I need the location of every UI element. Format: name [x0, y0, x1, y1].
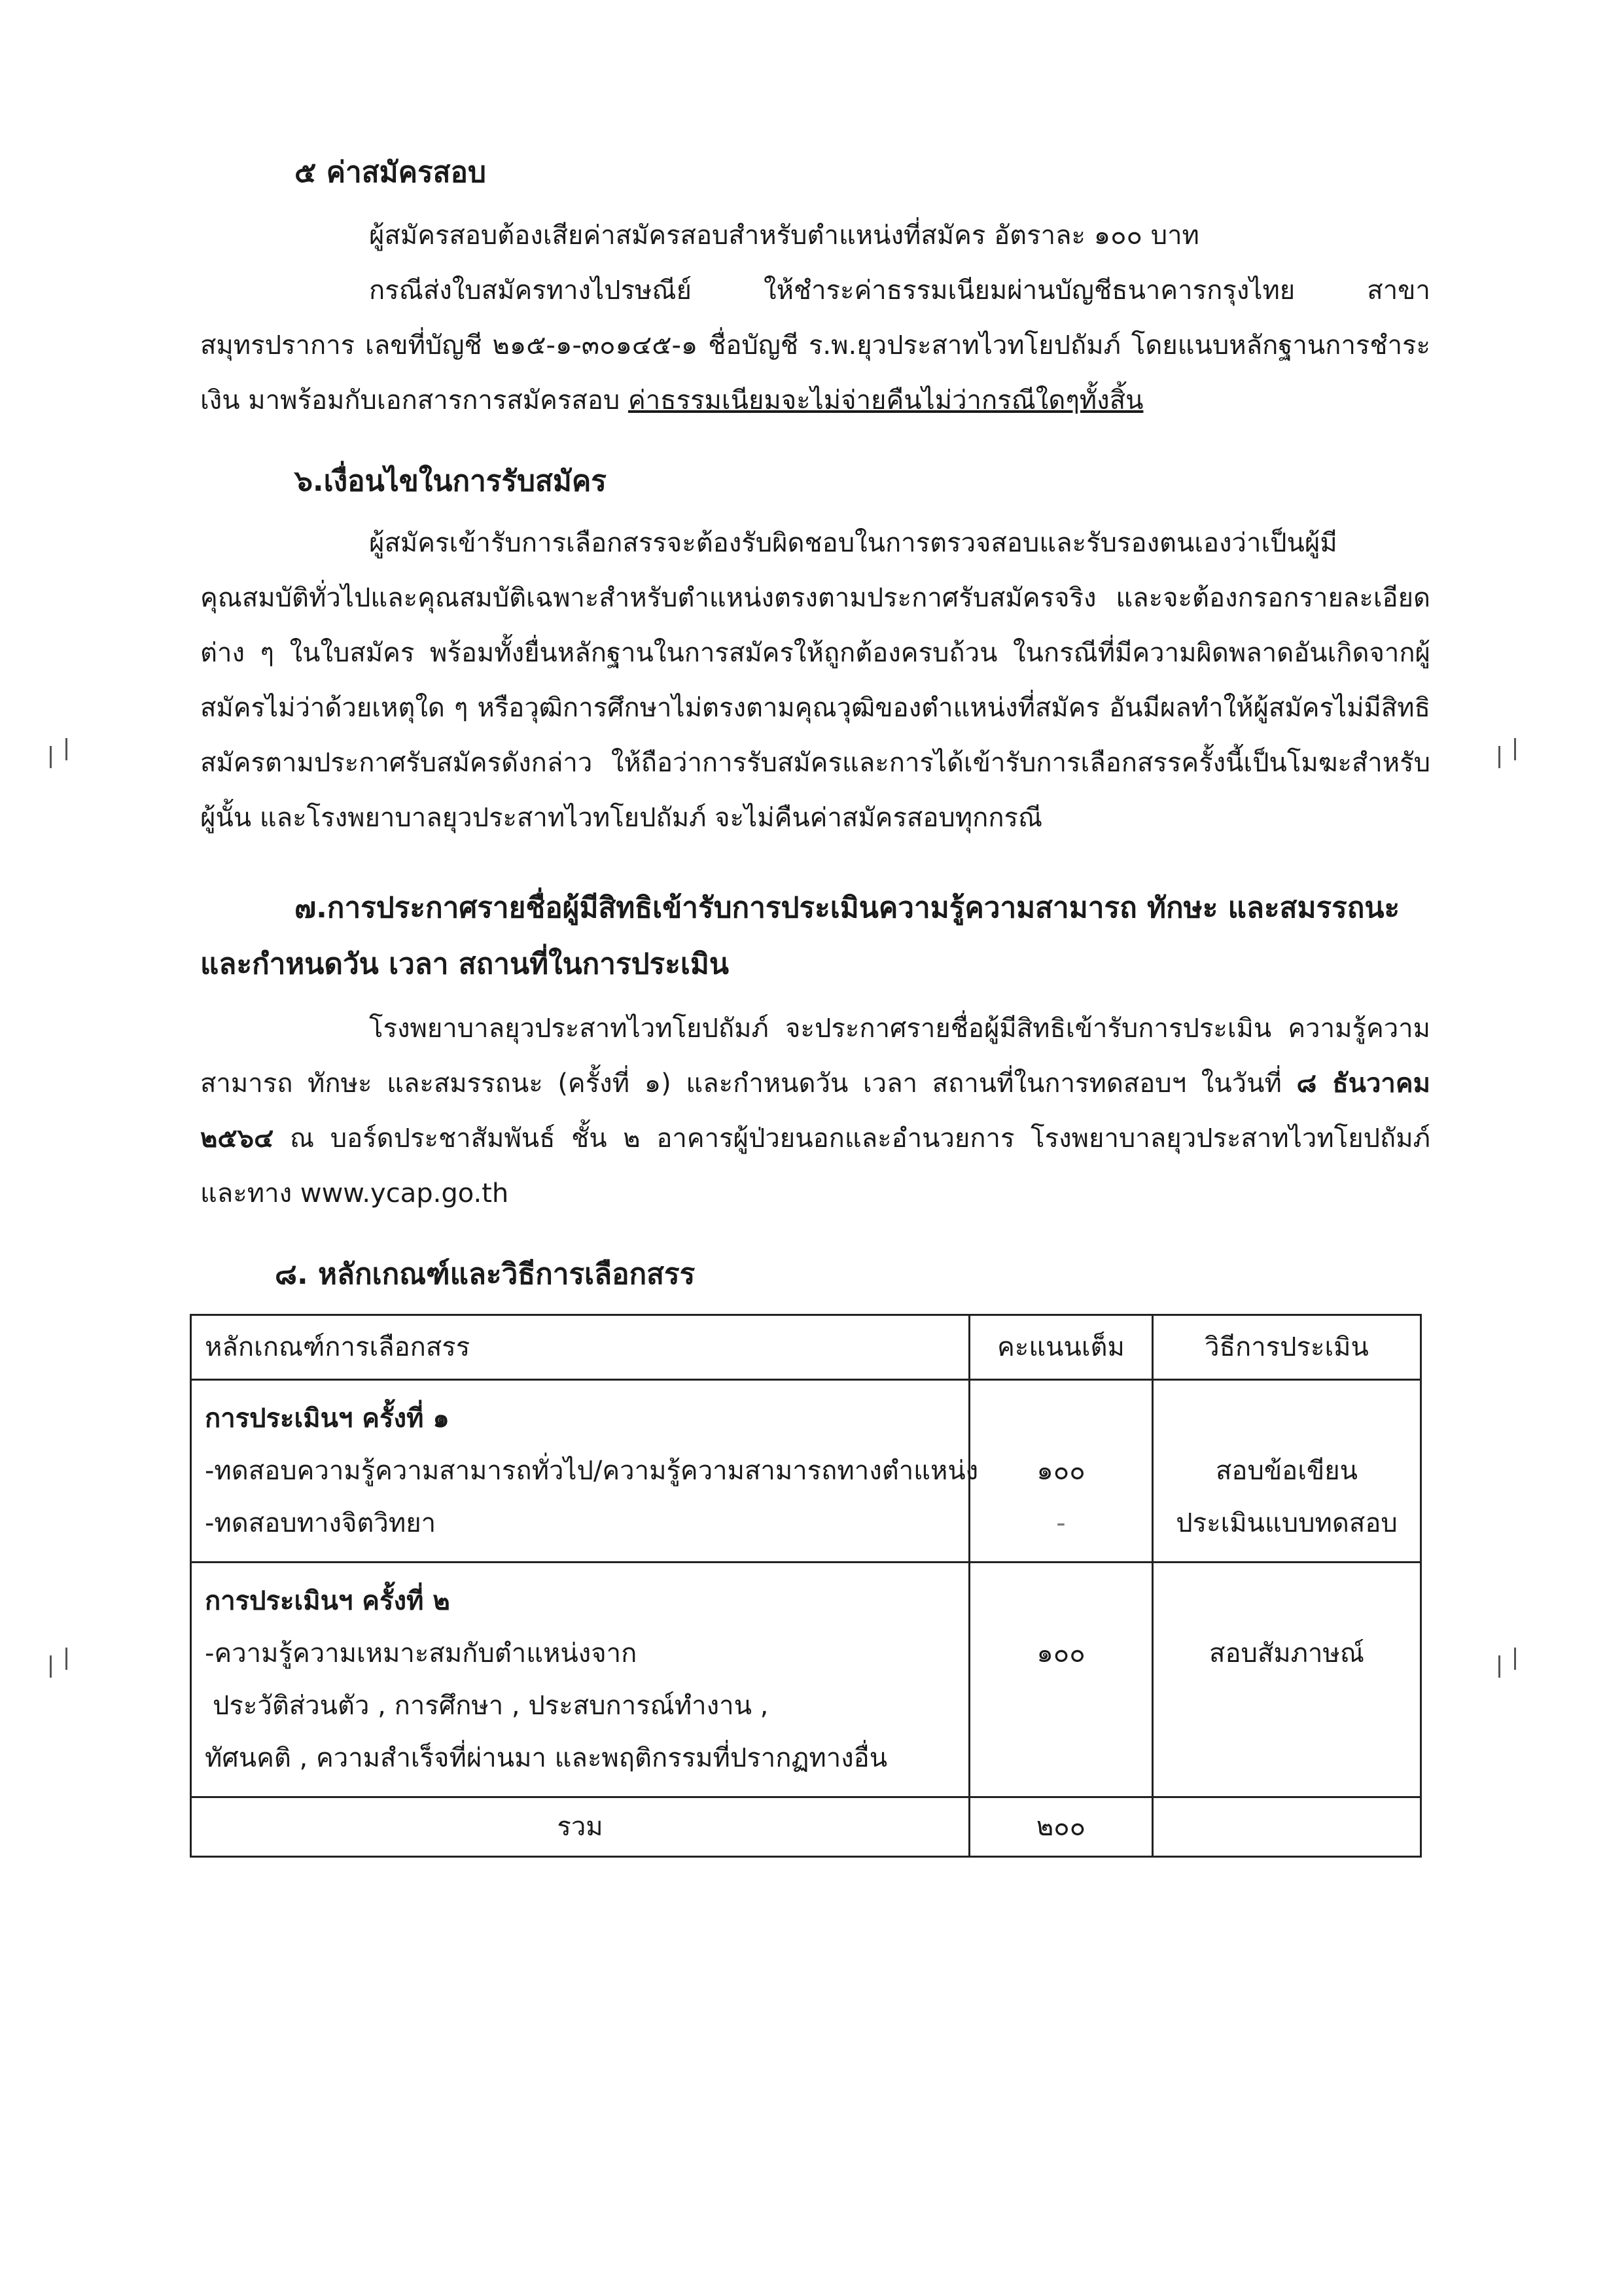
header-criteria: หลักเกณฑ์การเลือกสรร	[191, 1315, 970, 1380]
section-7-body	[200, 1001, 1430, 1221]
scan-mark	[50, 1655, 52, 1678]
section-7-date: ๘ ธันวาคม ๒๕๖๔	[200, 1069, 1430, 1154]
group-2-score-cell	[970, 1563, 1153, 1797]
section-7-heading-line2: และกำหนดวัน เวลา สถานที่ในการประเมิน	[200, 947, 729, 981]
group-1-score-1: ๑๐๐	[1036, 1456, 1086, 1486]
group-2-line-1: -ความรู้ความเหมาะสมกับตำแหน่งจาก	[205, 1638, 637, 1669]
group-2-score: ๑๐๐	[1036, 1638, 1086, 1669]
scan-mark	[65, 1648, 67, 1670]
group-1-method-1: สอบข้อเขียน	[1216, 1456, 1358, 1486]
group-2-line-3: ทัศนคติ , ความสำเร็จที่ผ่านมา และพฤติกรรมที่ปรากฏทางอื่น	[205, 1743, 888, 1773]
header-full-score: คะแนนเต็ม	[970, 1315, 1153, 1380]
section-6-body	[200, 516, 1430, 845]
section-5-heading: ๕ ค่าสมัครสอบ	[294, 156, 486, 189]
scan-mark	[1514, 1648, 1516, 1670]
scan-mark	[1514, 738, 1516, 760]
section-8-heading: ๘. หลักเกณฑ์และวิธีการเลือกสรร	[275, 1258, 696, 1291]
group-2-method-cell	[1153, 1563, 1421, 1797]
total-row	[191, 1797, 1421, 1857]
scan-mark	[1498, 1655, 1500, 1678]
section-6-heading: ๖.เงื่อนไขในการรับสมัคร	[294, 465, 607, 498]
scan-mark	[50, 746, 52, 768]
group-2-method: สอบสัมภาษณ์	[1209, 1638, 1364, 1669]
section-5-nonrefund-note: ค่าธรรมเนียมจะไม่จ่ายคืนไม่ว่ากรณีใดๆทั้งสิ้น	[627, 385, 1144, 415]
group-1-score-cell	[970, 1380, 1153, 1563]
header-method: วิธีการประเมิน	[1153, 1315, 1421, 1380]
group-1-item-2: -ทดสอบทางจิตวิทยา	[205, 1508, 436, 1538]
section-5-payment-text: กรณีส่งใบสมัครทางไปรษณีย์ ให้ชำระค่าธรรมเนียมผ่านบัญชีธนาคารกรุงไทย สาขาสมุทรปราการ เลขที่บัญชี ๒๑๕-๑-๓๐๑๔๕-๑ ชื่อบัญชี ร.พ.ยุวประสาทไวทโยปถัมภ์ โดยแนบหลักฐานการชำระเงิน มาพร้อมกับเอกสารการสมัครสอบ	[200, 275, 1430, 415]
group-1-criteria-cell	[191, 1380, 979, 1563]
section-7-location-text: ณ บอร์ดประชาสัมพันธ์ ชั้น ๒ อาคารผู้ป่วยนอกและอำนวยการ โรงพยาบาลยุวประสาทไวทโยปถัมภ์และทาง www.ycap.go.th	[200, 1123, 1430, 1209]
section-5-body	[200, 208, 1430, 428]
scan-mark	[1498, 746, 1500, 768]
section-7-heading-line1: ๗.การประกาศรายชื่อผู้มีสิทธิเข้ารับการประเมินความรู้ความสามารถ ทักษะ และสมรรถนะ	[294, 891, 1400, 925]
criteria-table	[190, 1314, 1422, 1858]
table-row	[191, 1563, 1421, 1797]
scan-mark	[65, 738, 67, 760]
section-5-fee-text: ผู้สมัครสอบต้องเสียค่าสมัครสอบสำหรับตำแหน่งที่สมัคร อัตราละ ๑๐๐ บาท	[369, 221, 1199, 251]
total-score: ๒๐๐	[970, 1797, 1153, 1857]
table-row	[191, 1380, 1421, 1563]
total-label: รวม	[191, 1797, 970, 1857]
group-2-criteria-cell	[191, 1563, 970, 1797]
section-6-conditions-text: ผู้สมัครเข้ารับการเลือกสรรจะต้องรับผิดชอบในการตรวจสอบและรับรองตนเองว่าเป็นผู้มีคุณสมบัติทั่วไปและคุณสมบัติเฉพาะสำหรับตำแหน่งตรงตามประกาศรับสมัครจริง และจะต้องกรอกรายละเอียดต่าง ๆ ในใบสมัคร พร้อมทั้งยื่นหลักฐานในการสมัครให้ถูกต้องครบถ้วน ในกรณีที่มีความผิดพลาดอันเกิดจากผู้สมัครไม่ว่าด้วยเหตุใด ๆ หรือวุฒิการศึกษาไม่ตรงตามคุณวุฒิของตำแหน่งที่สมัคร อันมีผลทำให้ผู้สมัครไม่มีสิทธิสมัครตามประกาศรับสมัครดังกล่าว ให้ถือว่าการรับสมัครและการได้เข้ารับการเลือกสรรครั้งนี้เป็นโมฆะสำหรับผู้นั้น และโรงพยาบาลยุวประสาทไวทโยปถัมภ์ จะไม่คืนค่าสมัครสอบทุกกรณี	[200, 528, 1430, 833]
criteria-table-header	[191, 1315, 1421, 1380]
group-2-title: การประเมินฯ ครั้งที่ ๒	[205, 1586, 450, 1616]
group-1-score-2: -	[1056, 1508, 1066, 1538]
group-1-item-1: -ทดสอบความรู้ความสามารถทั่วไป/ความรู้ความสามารถทางตำแหน่ง	[205, 1456, 979, 1486]
total-method-empty	[1153, 1797, 1421, 1857]
group-2-line-2: ประวัติส่วนตัว , การศึกษา , ประสบการณ์ทำงาน ,	[213, 1691, 769, 1721]
group-1-method-cell	[1153, 1380, 1421, 1563]
group-1-method-2: ประเมินแบบทดสอบ	[1176, 1508, 1398, 1538]
section-7-announce-text: โรงพยาบาลยุวประสาทไวทโยปถัมภ์ จะประกาศรายชื่อผู้มีสิทธิเข้ารับการประเมิน ความรู้ความสามารถ ทักษะ และสมรรถนะ (ครั้งที่ ๑) และกำหนดวัน เวลา สถานที่ในการทดสอบฯ ในวันที่	[200, 1014, 1430, 1099]
group-1-title: การประเมินฯ ครั้งที่ ๑	[205, 1404, 450, 1434]
